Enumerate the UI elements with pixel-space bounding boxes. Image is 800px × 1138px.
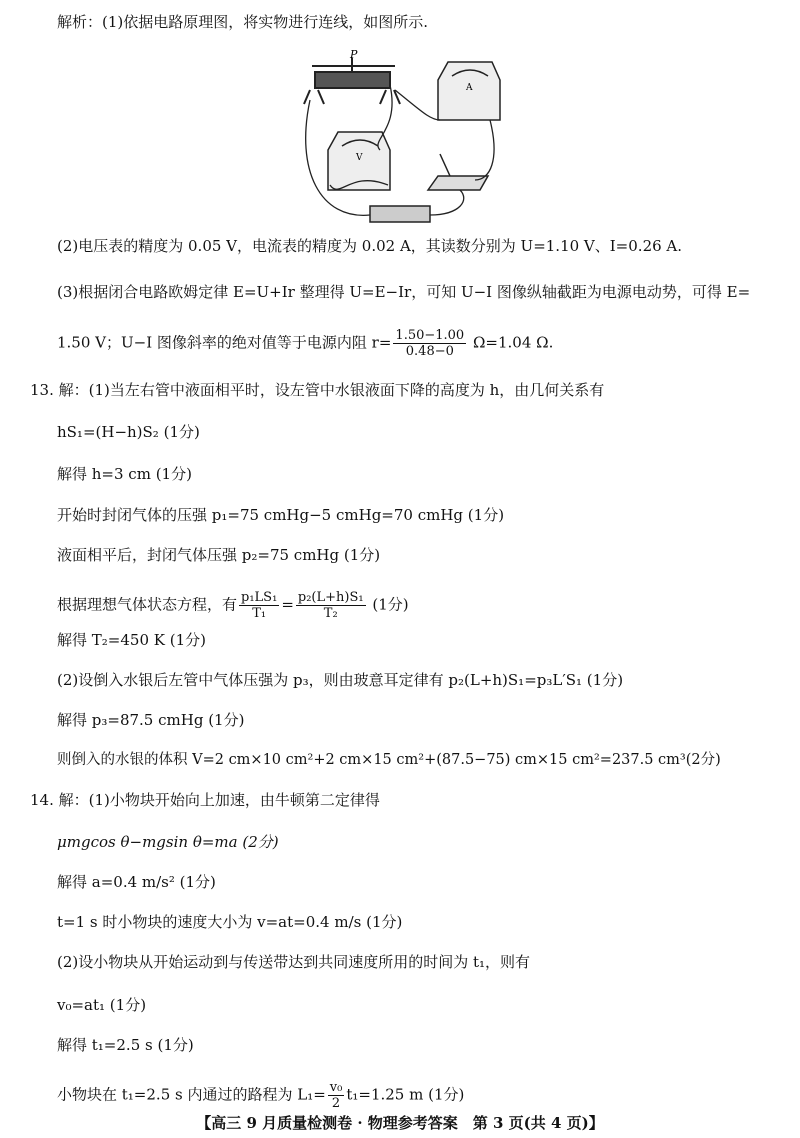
circuit-figure <box>300 50 520 230</box>
numerator: 1.50−1.00 <box>395 328 465 343</box>
fraction <box>393 328 466 359</box>
analysis-line-3: (3)根据闭合电路欧姆定律 E=U+Ir 整理得 U=E−Ir，可知 U−I 图像纵轴截距为电源电动势，可得 E= <box>57 283 751 301</box>
denominator: T₁ <box>252 606 267 621</box>
equals: = <box>281 595 294 614</box>
q13-line-4: 开始时封闭气体的压强 p₁=75 cmHg−5 cmHg=70 cmHg (1分) <box>57 506 505 524</box>
q13-line-8: (2)设倒入水银后左管中气体压强为 p₃，则由玻意耳定律有 p₂(L+h)S₁=p₃L′S₁ (1分) <box>57 671 624 689</box>
numerator: p₁LS₁ <box>241 590 278 605</box>
label-p: P <box>350 50 358 61</box>
q14-line-8 <box>57 1080 464 1111</box>
text: t₁=1.25 m (1分) <box>346 1085 465 1104</box>
q14-line-7: 解得 t₁=2.5 s (1分) <box>57 1036 194 1054</box>
numerator: v₀ <box>329 1080 343 1095</box>
text: 根据理想气体状态方程，有 <box>57 595 238 614</box>
q14-line-1: 14. 解：(1)小物块开始向上加速，由牛顿第二定律得 <box>30 791 380 809</box>
rheostat-icon <box>304 58 400 104</box>
q14-line-6: v₀=at₁ (1分) <box>57 996 147 1014</box>
q13-line-3: 解得 h=3 cm (1分) <box>57 465 192 483</box>
text: 小物块在 t₁=2.5 s 内通过的路程为 L₁= <box>57 1085 326 1104</box>
q14-line-4: t=1 s 时小物块的速度大小为 v=at=0.4 m/s (1分) <box>57 913 403 931</box>
q13-line-5: 液面相平后，封闭气体压强 p₂=75 cmHg (1分) <box>57 546 381 564</box>
q13-line-2: hS₁=(H−h)S₂ (1分) <box>57 423 200 441</box>
denominator: 2 <box>331 1096 341 1111</box>
q14-line-5: (2)设小物块从开始运动到与传送带达到共同速度所用的时间为 t₁，则有 <box>57 953 531 971</box>
q14-line-2: μmgcos θ−mgsin θ=ma (2分) <box>57 833 279 851</box>
numerator: p₂(L+h)S₁ <box>297 590 364 605</box>
page-footer: 【高三 9 月质量检测卷 · 物理参考答案 第 3 页(共 4 页)】 <box>196 1114 604 1132</box>
fraction <box>296 590 366 621</box>
denominator: T₂ <box>323 606 338 621</box>
q13-line-9: 解得 p₃=87.5 cmHg (1分) <box>57 711 245 729</box>
voltmeter-label: V <box>356 153 363 163</box>
q13-line-7: 解得 T₂=450 K (1分) <box>57 631 206 649</box>
q13-line-6 <box>57 590 409 621</box>
text: Ω=1.04 Ω. <box>468 333 554 352</box>
switch-icon <box>428 154 488 190</box>
q14-line-3: 解得 a=0.4 m/s² (1分) <box>57 873 216 891</box>
denominator: 0.48−0 <box>405 344 454 359</box>
fraction <box>239 590 279 621</box>
text: (1分) <box>367 595 409 614</box>
ammeter-label: A <box>466 83 473 93</box>
q13-line-10: 则倒入的水银的体积 V=2 cm×10 cm²+2 cm×15 cm²+(87.5−75) cm×15 cm²=237.5 cm³(2分) <box>57 752 721 768</box>
fraction <box>328 1080 345 1111</box>
analysis-line-4 <box>57 328 553 359</box>
q13-line-1: 13. 解：(1)当左右管中液面相平时，设左管中水银液面下降的高度为 h，由几何关系有 <box>30 381 605 399</box>
battery-icon <box>370 206 430 222</box>
analysis-line-1: 解析：(1)依据电路原理图，将实物进行连线，如图所示. <box>57 13 429 31</box>
analysis-line-2: (2)电压表的精度为 0.05 V，电流表的精度为 0.02 A，其读数分别为 U=1.10 V、I=0.26 A. <box>57 237 683 255</box>
text: 1.50 V；U−I 图像斜率的绝对值等于电源内阻 r= <box>57 333 392 352</box>
